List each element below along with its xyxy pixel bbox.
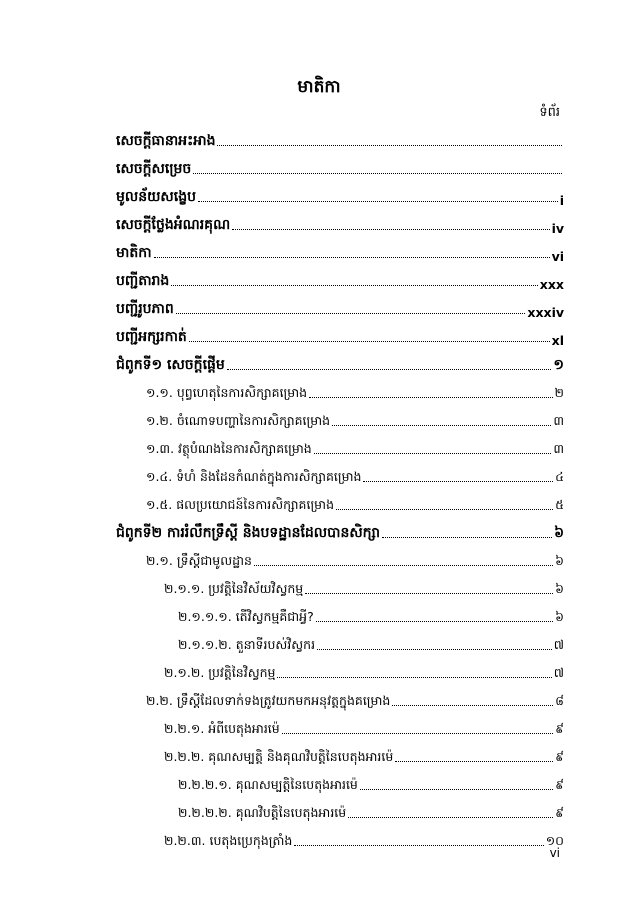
toc-entry-page: ៥ [555,497,564,512]
toc-entry-page: ៦ [555,553,564,568]
dot-leader [317,649,552,650]
toc-entry-label: ២.១. ទ្រឹស្តីជាមូលដ្ឋាន [146,553,252,568]
toc-entry[interactable] [146,434,564,460]
toc-entry-page: iv [551,221,564,236]
dot-leader [316,621,553,622]
toc-entry[interactable] [178,770,564,796]
toc-entry-page: ៧ [553,637,564,652]
toc-entry[interactable] [146,462,564,488]
toc-entry[interactable] [116,126,564,152]
dot-leader [154,257,550,258]
toc-entry-page: ៣ [553,413,564,428]
dot-leader [176,313,526,314]
dot-leader [277,677,551,678]
footer-page-number: vi [549,846,560,860]
toc-entry-label: សេចក្តីធានាអះអាង [116,133,216,149]
toc-entry[interactable] [116,238,564,264]
toc-entry-label: ១.៣. វត្ថុបំណងនៃការសិក្សាគម្រោង [146,441,312,456]
dot-leader [217,145,562,146]
toc-entry[interactable] [178,630,564,656]
dot-leader [189,341,550,342]
toc-entry-page: ៣ [553,441,564,456]
dot-leader [395,761,553,762]
toc-entry-label: ១.៤. ទំហំ និងដែនកំណត់ក្នុងការសិក្សាគម្រោង [146,469,362,484]
dot-leader [227,369,552,370]
toc-entry-label: មូលន័យសង្ខេប [116,189,196,205]
dot-leader [171,285,537,286]
toc-entry[interactable] [146,546,564,572]
dot-leader [232,229,549,230]
toc-entry-label: ២.២.២.១. គុណសម្បត្តិនៃបេតុងអារម៉េ [178,777,358,792]
toc-entry[interactable] [164,574,564,600]
toc-entry[interactable] [116,266,564,292]
toc-entry[interactable] [116,518,564,544]
toc-entry-label: ២.១.១.១. តើវិស្វកម្មគឺជាអ្វី? [178,609,314,624]
toc-entry-page: ៩ [555,777,564,792]
toc-entry[interactable] [116,210,564,236]
toc-entry[interactable] [116,350,564,376]
toc-entry-label: ជំពូកទី២ ការរំលឹកទ្រឹស្តី និងបទដ្ឋានដែលបានសិក្សា [116,525,380,541]
toc-entry[interactable] [116,322,564,348]
toc-entry-page: xxx [539,277,564,292]
toc-entry-page: ៦ [554,525,564,541]
toc-entry-page: ៤ [555,469,564,484]
toc-entry-label: ២.១.២. ប្រវត្តិនៃវិស្វកម្ម [164,665,276,680]
toc-entry[interactable] [164,658,564,684]
toc-entry[interactable] [116,294,564,320]
dot-leader [360,789,553,790]
toc-entry-page: ៩ [555,721,564,736]
toc-entry-label: ១.៥. ផលប្រយោជន៍នៃការសិក្សាគម្រោង [146,497,335,512]
dot-leader [254,565,553,566]
toc-entry-label: ២.១.១.២. តួនាទីរបស់វិស្វករ [178,637,316,652]
toc-entry-page: vi [551,249,564,264]
toc-entry-label: ១.២. ចំណោទបញ្ហានៃការសិក្សាគម្រោង [146,413,331,428]
page-title: មាតិកា [297,77,341,97]
toc-entry[interactable] [146,686,564,712]
dot-leader [392,705,553,706]
dot-leader [314,453,552,454]
toc-entry-label: ២.២.២. គុណសម្បត្តិ និងគុណវិបត្តិនៃបេតុងអារម៉េ [164,749,394,764]
toc-entry[interactable] [146,406,564,432]
dot-leader [305,593,553,594]
toc-entry-label: ២.១.១. ប្រវត្តិនៃវិស័យវិស្វកម្ម [164,581,304,596]
toc-entry[interactable] [116,182,564,208]
dot-leader [348,817,553,818]
toc-entry[interactable] [164,742,564,768]
toc-entry-label: ២.២. ទ្រឹស្តីដែលទាក់ទងត្រូវយកមកអនុវត្តក្នុងគម្រោង [146,693,391,708]
toc-entry[interactable] [178,602,564,628]
toc-entry-page: ៩ [555,805,564,820]
toc-entry-page: ៩ [555,749,564,764]
toc-entry-page: xl [551,333,564,348]
dot-leader [382,537,552,538]
toc-entry-label: ២.២.១. អំពីបេតុងអារម៉េ [164,721,280,736]
toc-entry[interactable] [164,714,564,740]
toc-entry-page: ១ [553,357,564,373]
dot-leader [193,173,562,174]
dot-leader [363,481,553,482]
toc-entry-label: ២.២.៣. បេតុងប្រេកុងត្រាំង [164,833,293,848]
toc-entry-label: ១.១. បុព្វហេតុនៃការសិក្សាគម្រោង [146,385,308,400]
dot-leader [282,733,553,734]
toc-entry-label: ២.២.២.២. គុណវិបត្តិនៃបេតុងអារម៉េ [178,805,347,820]
toc-entry[interactable] [178,798,564,824]
toc-entry-page: ៦ [555,581,564,596]
toc-entry-page: i [559,193,564,208]
toc-entry-page: ៧ [553,665,564,680]
dot-leader [336,509,553,510]
toc-entry[interactable] [146,490,564,516]
dot-leader [309,397,552,398]
page-column-heading: ទំព័រ [539,105,560,120]
toc-entry-page: ២ [554,385,564,400]
toc-entry-label: មាតិកា [116,245,152,261]
dot-leader [332,425,551,426]
toc-entry-page: ៨ [555,693,564,708]
toc-entry[interactable] [116,154,564,180]
toc-entry-label: បញ្ជីអក្សរកាត់ [116,329,187,345]
dot-leader [198,201,558,202]
toc-entry-label: បញ្ជីតារាង [116,273,170,289]
toc-entry-label: ជំពូកទី១ សេចក្តីផ្តើម [116,357,225,373]
toc-entry-label: បញ្ជីរូបភាព [116,301,174,317]
toc-entry-page: xxxiv [527,305,564,320]
toc-entry[interactable] [146,378,564,404]
toc-entry-page: ៦ [555,609,564,624]
toc-entry-page: ១០ [545,833,564,848]
toc-entry-label: សេចក្តីថ្លែងអំណរគុណ [116,217,231,233]
dot-leader [294,845,543,846]
toc-entry-label: សេចក្តីសម្រេច [116,161,192,177]
toc-entry[interactable] [164,826,564,852]
